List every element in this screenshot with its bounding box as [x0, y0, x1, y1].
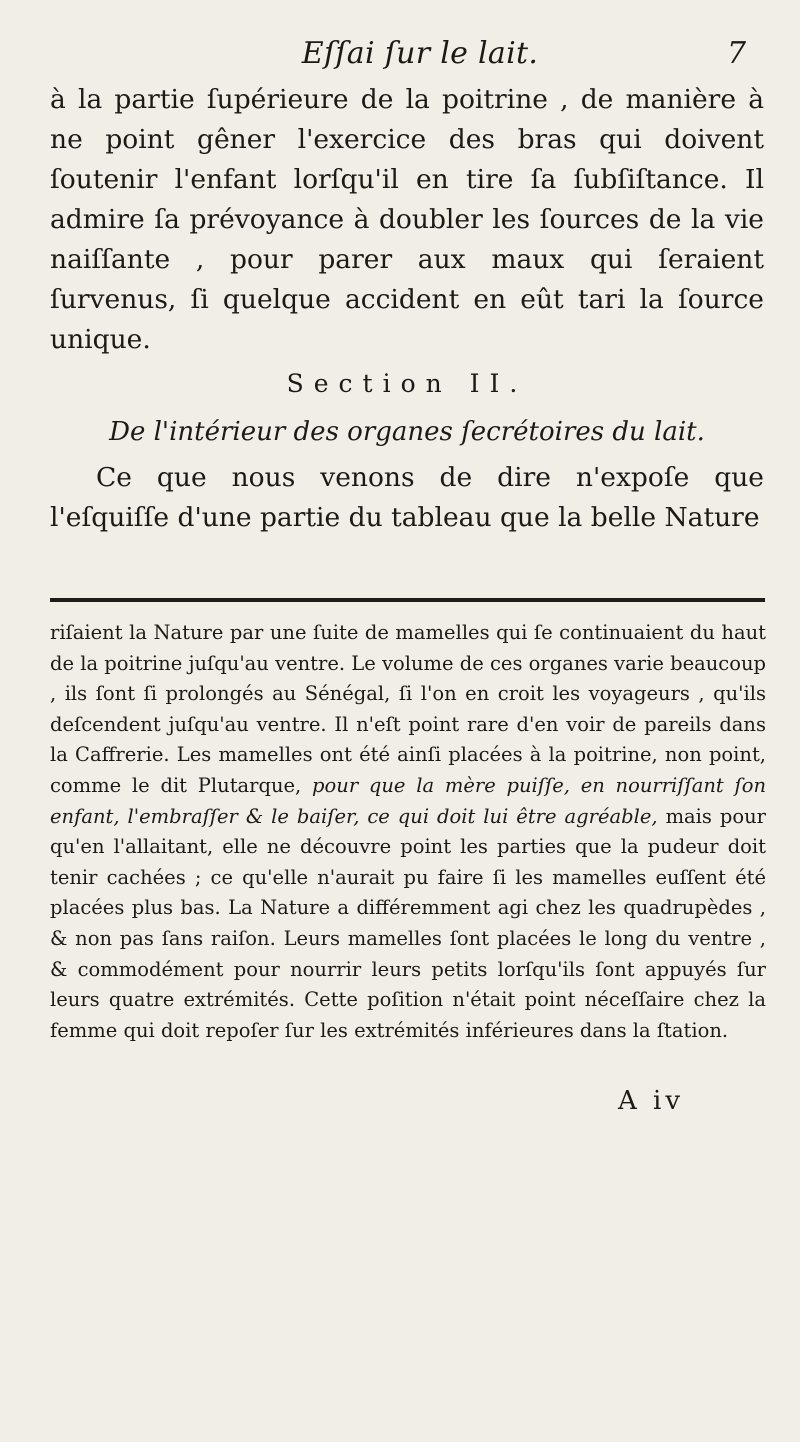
running-head	[0, 36, 800, 76]
footnote-block	[50, 618, 766, 1046]
section-subtitle: De l'intérieur des organes ſecrétoires du lait.	[109, 417, 705, 447]
section-heading: Section II.	[286, 369, 528, 398]
footnote-paragraph	[50, 618, 766, 1046]
running-title: Eſſai ſur le lait.	[301, 36, 539, 71]
signature-mark: A iv	[618, 1086, 685, 1116]
footnote-text-part-2: mais pour qu'en l'allaitant, elle ne découvre point les parties que la pudeur doit tenir cachées ; ce qu'elle n'aurait pu faire ſi les mamelles euſſent été placées plus bas. La Nature a différemment agi chez les quadrupèdes , & non pas ſans raiſon. Leurs mamelles ſont placées le long du ventre , & commodément pour nourrir leurs petits lorſqu'ils ſont appuyés ſur leurs quatre extrémités. Cette poſition n'était point néceſſaire chez la femme qui doit repoſer ſur les extrémités inférieures dans la ſtation.	[50, 804, 766, 1042]
main-text	[50, 80, 764, 538]
footnote-italic-quote: pour que la mère puiſſe, en nourriſſant ſon enfant, l'embraſſer & le baiſer, ce qui doit lui être agréable,	[50, 773, 767, 828]
footnote-text-part-1: riſaient la Nature par une ſuite de mamelles qui ſe continuaient du haut de la poitrine juſqu'au ventre. Le volume de ces organes varie beaucoup , ils ſont ſi prolongés au Sénégal, ſi l'on en croit les voyageurs , qu'ils deſcendent juſqu'au ventre. Il n'eſt point rare d'en voir de pareils dans la Caffrerie. Les mamelles ont été ainſi placées à la poitrine, non point, comme le dit Plutarque,	[50, 621, 766, 797]
footnote-rule	[50, 598, 765, 602]
paragraph-continuation: à la partie ſupérieure de la poitrine , de manière à ne point gêner l'exercice des bras qui doivent ſoutenir l'enfant lorſqu'il en tire ſa ſubſiſtance. Il admire ſa prévoyance à doubler les ſources de la vie naiſſante , pour parer aux maux qui ſeraient ſurvenus, ſi quelque accident en eût tari la ſource unique.	[50, 84, 764, 355]
page-number: 7	[727, 36, 747, 71]
section-intro-paragraph: Ce que nous venons de dire n'expoſe que l'eſquiſſe d'une partie du tableau que la belle Nature	[50, 462, 764, 533]
